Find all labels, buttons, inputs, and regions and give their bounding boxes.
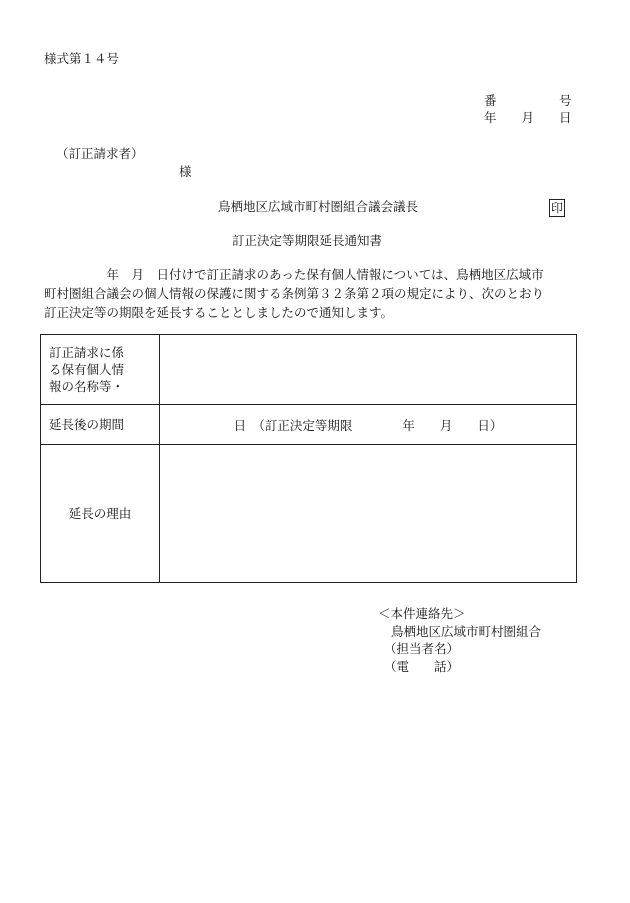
body-line: 訂正決定等の期限を延長することとしましたので通知します。	[44, 305, 394, 320]
requester-label: （訂正請求者）	[56, 146, 144, 161]
contact-heading: ＜本件連絡先＞	[378, 606, 466, 621]
seal-mark: 印	[550, 201, 563, 215]
body-line: 年 月 日付けで訂正請求のあった保有個人情報については、鳥栖地区広域市	[44, 267, 544, 282]
document-number-label: 番 号	[484, 93, 572, 108]
extension-reason-field[interactable]	[160, 445, 577, 583]
document-title: 訂正決定等期限延長通知書	[232, 233, 383, 248]
extended-period-label: 延長後の期間	[41, 405, 160, 445]
table-row	[41, 335, 577, 405]
contact-organization: 鳥栖地区広域市町村圏組合	[391, 624, 542, 639]
honorific-sama: 様	[179, 164, 192, 179]
contact-phone: （電 話）	[384, 659, 460, 674]
contact-person: （担当者名）	[384, 641, 460, 656]
form-number: 様式第１４号	[44, 51, 120, 66]
body-line: 町村圏組合議会の個人情報の保護に関する条例第３２条第２項の規定により、次のとおり	[44, 286, 545, 301]
form-table	[40, 334, 577, 583]
document-date-label: 年 月 日	[484, 110, 572, 125]
record-name-label: 訂正請求に係 る保有個人情 報の名称等・	[41, 335, 160, 405]
sender-name: 鳥栖地区広域市町村圏組合議会議長	[218, 199, 419, 214]
extension-reason-label: 延長の理由	[41, 445, 160, 583]
body-paragraph	[44, 265, 589, 322]
table-row	[41, 445, 577, 583]
record-name-field[interactable]	[160, 335, 577, 405]
table-row	[41, 405, 577, 445]
extended-period-field[interactable]: 日 （訂正決定等期限 年 月 日）	[160, 405, 577, 445]
